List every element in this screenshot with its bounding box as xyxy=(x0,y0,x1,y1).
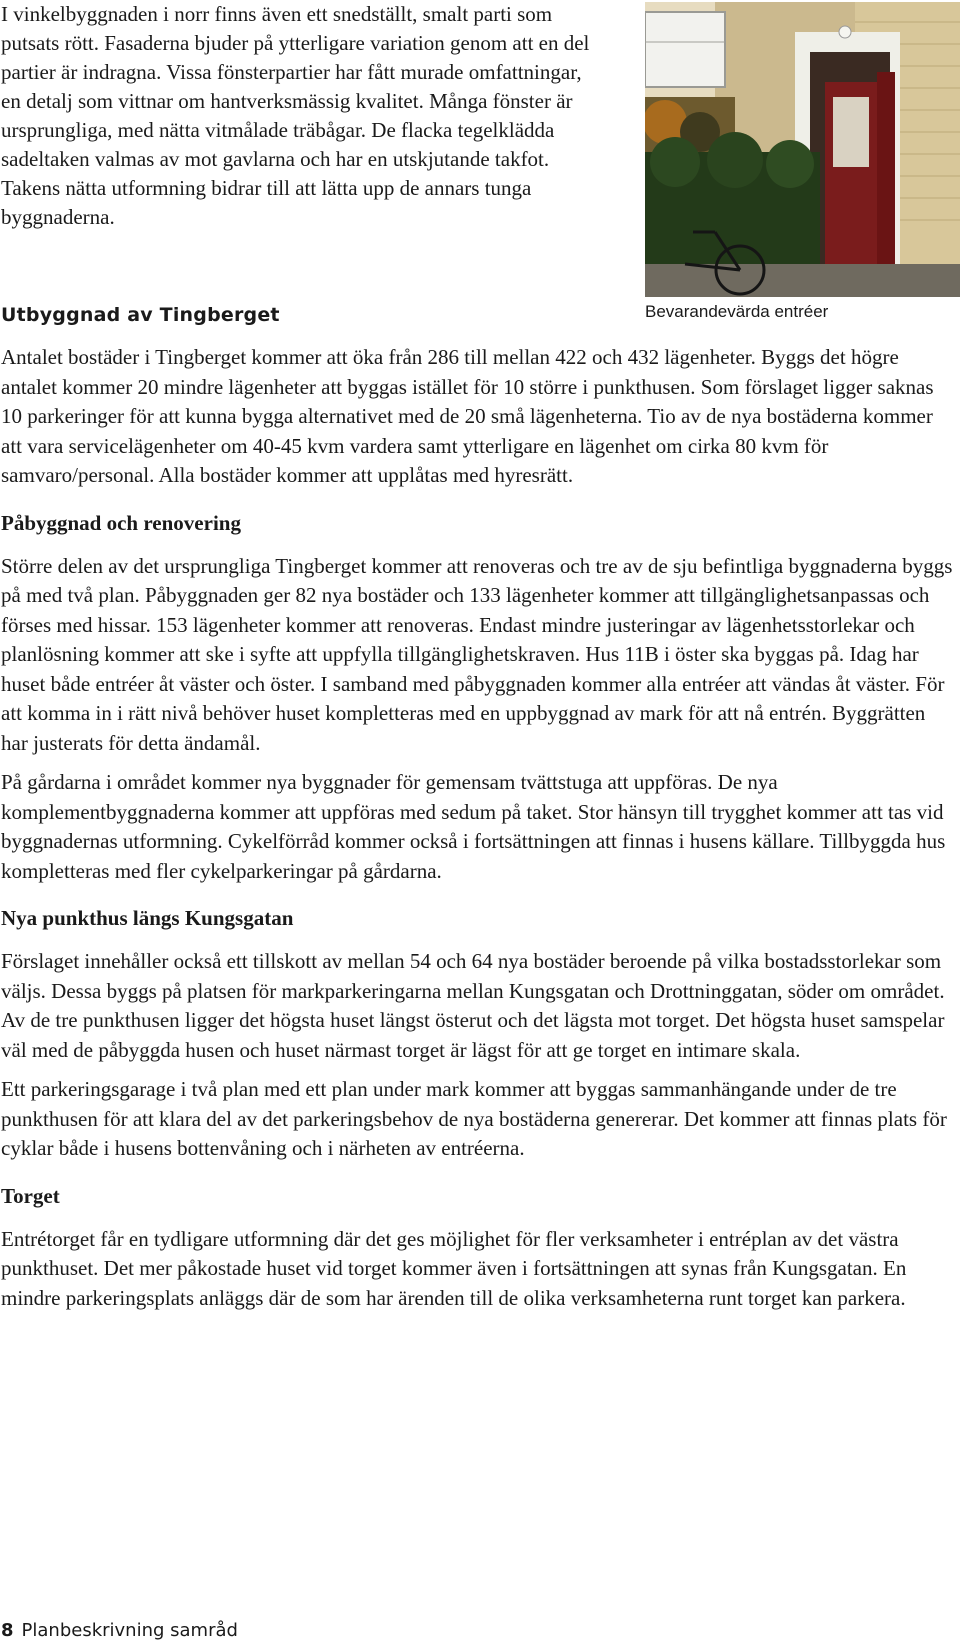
paragraph-torget: Entrétorget får en tydligare utformning där det ges möjlighet för fler verksamheter i entréplan av det västra punkthuset. Det mer påkostade huset vid torget kommer även i fortsättningen att synas från Kungsgatan. En mindre parkeringsplats anläggs där de som har ärenden till de olika verksamheterna runt torget kan parkera. xyxy=(1,1226,907,1310)
entrance-photo-illustration xyxy=(645,2,960,297)
paragraph-pabyggnad-2: På gårdarna i området kommer nya byggnader för gemensam tvättstuga att uppföras. De nya komplementbyggnaderna kommer att uppföras med sedum på taket. Stor hänsyn till trygghet kommer att tas vid byggnadernas utformning. Cykelförråd kommer också i fortsättningen att finnas i husens källare. Tillbyggda hus kompletteras med fler cykelparkeringar på gårdarna. xyxy=(1,770,946,883)
document-title: Planbeskrivning samråd xyxy=(21,1620,238,1641)
body-text xyxy=(1,343,956,1323)
heading-pabyggnad: Påbyggnad och renovering xyxy=(1,510,241,535)
paragraph-pabyggnad-1: Större delen av det ursprungliga Tingberget kommer att renoveras och tre av de sju befintliga byggnaderna byggs på med två plan. Påbyggnaden ger 82 nya bostäder och 133 lägenheter kommer att tillgänglighetsanpassas och förses med hissar. 153 lägenheter kommer att renoveras. Endast mindre justeringar av lägenhetsstorlekar och planlösning kommer att ske i syfte att uppfylla tillgänglighetskraven. Hus 11B i öster ska byggas på. Idag har huset både entréer åt väster och öster. I samband med påbyggnaden kommer alla entréer att vändas åt väster. För att komma in i rätt nivå behöver huset kompletteras med en uppbyggnad av mark för att nå entrén. Byggrätten har justerats för detta ändamål. xyxy=(1,553,953,755)
entrance-photo xyxy=(645,2,960,297)
page-footer xyxy=(1,1620,238,1641)
heading-utbyggnad: Utbyggnad av Tingberget xyxy=(1,304,280,326)
page-number: 8 xyxy=(1,1620,14,1641)
paragraph-punkthus-2: Ett parkeringsgarage i två plan med ett plan under mark kommer att byggas sammanhängande under de tre punkthusen för att klara del av det parkeringsbehov de nya bostäderna genererar. Det kommer att finnas plats för cyklar både i husens bottenvåning och i närheten av entréerna. xyxy=(1,1077,947,1160)
heading-torget: Torget xyxy=(1,1183,60,1208)
photo-caption: Bevarandevärda entréer xyxy=(645,302,829,321)
paragraph-punkthus-1: Förslaget innehåller också ett tillskott av mellan 54 och 64 nya bostäder beroende på vilka bostadsstorlekar som väljs. Dessa byggs på platsen för markparkeringarna mellan Kungsgatan och Drottninggatan, söder om området. Av de tre punkthusen ligger det högsta huset längst österut och det lägsta mot torget. Det högsta huset samspelar väl med de påbyggda husen och huset närmast torget är lägst för att ge torget en intimare skala. xyxy=(1,949,945,1062)
intro-paragraph: I vinkelbyggnaden i norr finns även ett snedställt, smalt parti som putsats rött. Fasaderna bjuder på ytterligare variation genom att en del partier är indragna. Vissa fönsterpartier har fått murade omfattningar, en detalj som vittnar om hantverksmässig kvalitet. Många fönster är ursprungliga, med nätta vitmålade träbågar. De flacka tegelklädda sadeltaken valmas av mot gavlarna och har en utskjutande takfot. Takens nätta utformning bidrar till att lätta upp de annars tunga byggnaderna. xyxy=(1,2,590,229)
paragraph-utbyggnad: Antalet bostäder i Tingberget kommer att öka från 286 till mellan 422 och 432 lägenheter. Byggs det högre antalet kommer 20 mindre lägenheter att byggas istället för 10 större i punkthusen. Som förslaget ligger saknas 10 parkeringer för att kunna bygga alternativet med de 20 små lägenheterna. Tio av de nya bostäderna kommer att vara servicelägenheter om 40-45 kvm vardera samt ytterligare en lägenhet om cirka 80 kvm för samvaro/personal. Alla bostäder kommer att upplåtas med hyresrätt. xyxy=(1,345,934,487)
heading-punkthus: Nya punkthus längs Kungsgatan xyxy=(1,906,294,930)
